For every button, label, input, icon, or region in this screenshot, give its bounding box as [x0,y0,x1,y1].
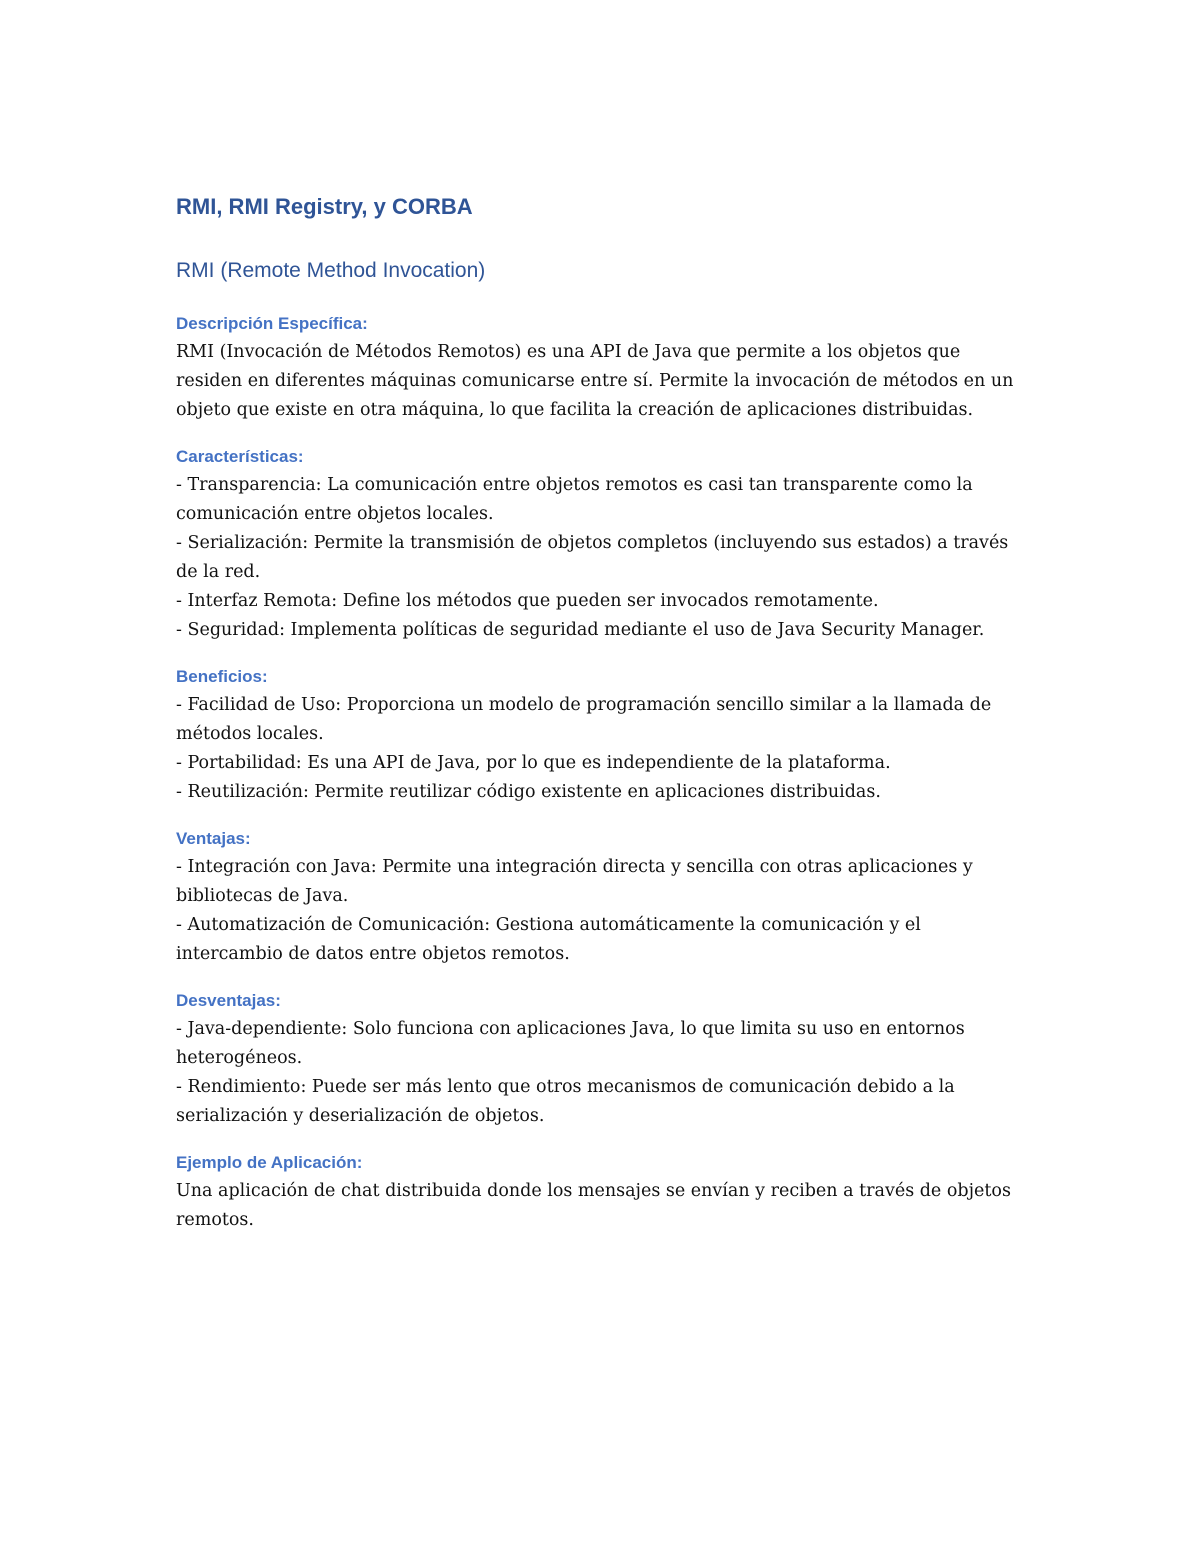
list-item: - Facilidad de Uso: Proporciona un modelo de programación sencillo similar a la llamada de métodos locales. [176,695,992,744]
section-ejemplo [176,1149,1026,1235]
section-heading: Desventajas: [176,991,281,1010]
section-beneficios [176,663,1026,807]
list-item: - Java-dependiente: Solo funciona con aplicaciones Java, lo que limita su uso en entornos heterogéneos. [176,1019,965,1068]
list-item: - Portabilidad: Es una API de Java, por lo que es independiente de la plataforma. [176,753,891,773]
section-ventajas [176,825,1026,969]
list-item: - Rendimiento: Puede ser más lento que otros mecanismos de comunicación debido a la serialización y deserialización de objetos. [176,1077,955,1126]
section-caracteristicas [176,443,1026,645]
section-paragraph: Una aplicación de chat distribuida donde los mensajes se envían y reciben a través de objetos remotos. [176,1181,1011,1230]
list-item: - Serialización: Permite la transmisión de objetos completos (incluyendo sus estados) a través de la red. [176,533,1009,582]
section-heading: Ventajas: [176,829,251,848]
section-heading: Ejemplo de Aplicación: [176,1153,363,1172]
section-heading: Beneficios: [176,667,268,686]
section-heading: Características: [176,447,304,466]
section-paragraph: RMI (Invocación de Métodos Remotos) es una API de Java que permite a los objetos que residen en diferentes máquinas comunicarse entre sí. Permite la invocación de métodos en un objeto que existe en otra máquina, lo que facilita la creación de aplicaciones distribuidas. [176,342,1014,420]
list-item: - Reutilización: Permite reutilizar código existente en aplicaciones distribuidas. [176,782,881,802]
document-title: RMI, RMI Registry, y CORBA [176,194,473,219]
list-item: - Transparencia: La comunicación entre objetos remotos es casi tan transparente como la comunicación entre objetos locales. [176,475,973,524]
document-page [176,190,1026,1253]
list-item: - Integración con Java: Permite una integración directa y sencilla con otras aplicaciones y bibliotecas de Java. [176,857,973,906]
list-item: - Automatización de Comunicación: Gestiona automáticamente la comunicación y el intercambio de datos entre objetos remotos. [176,915,921,964]
list-item: - Seguridad: Implementa políticas de seguridad mediante el uso de Java Security Manager. [176,620,985,640]
section-heading: Descripción Específica: [176,314,368,333]
section-descripcion [176,310,1026,425]
section-desventajas [176,987,1026,1131]
document-subtitle: RMI (Remote Method Invocation) [176,259,486,282]
list-item: - Interfaz Remota: Define los métodos que pueden ser invocados remotamente. [176,591,879,611]
